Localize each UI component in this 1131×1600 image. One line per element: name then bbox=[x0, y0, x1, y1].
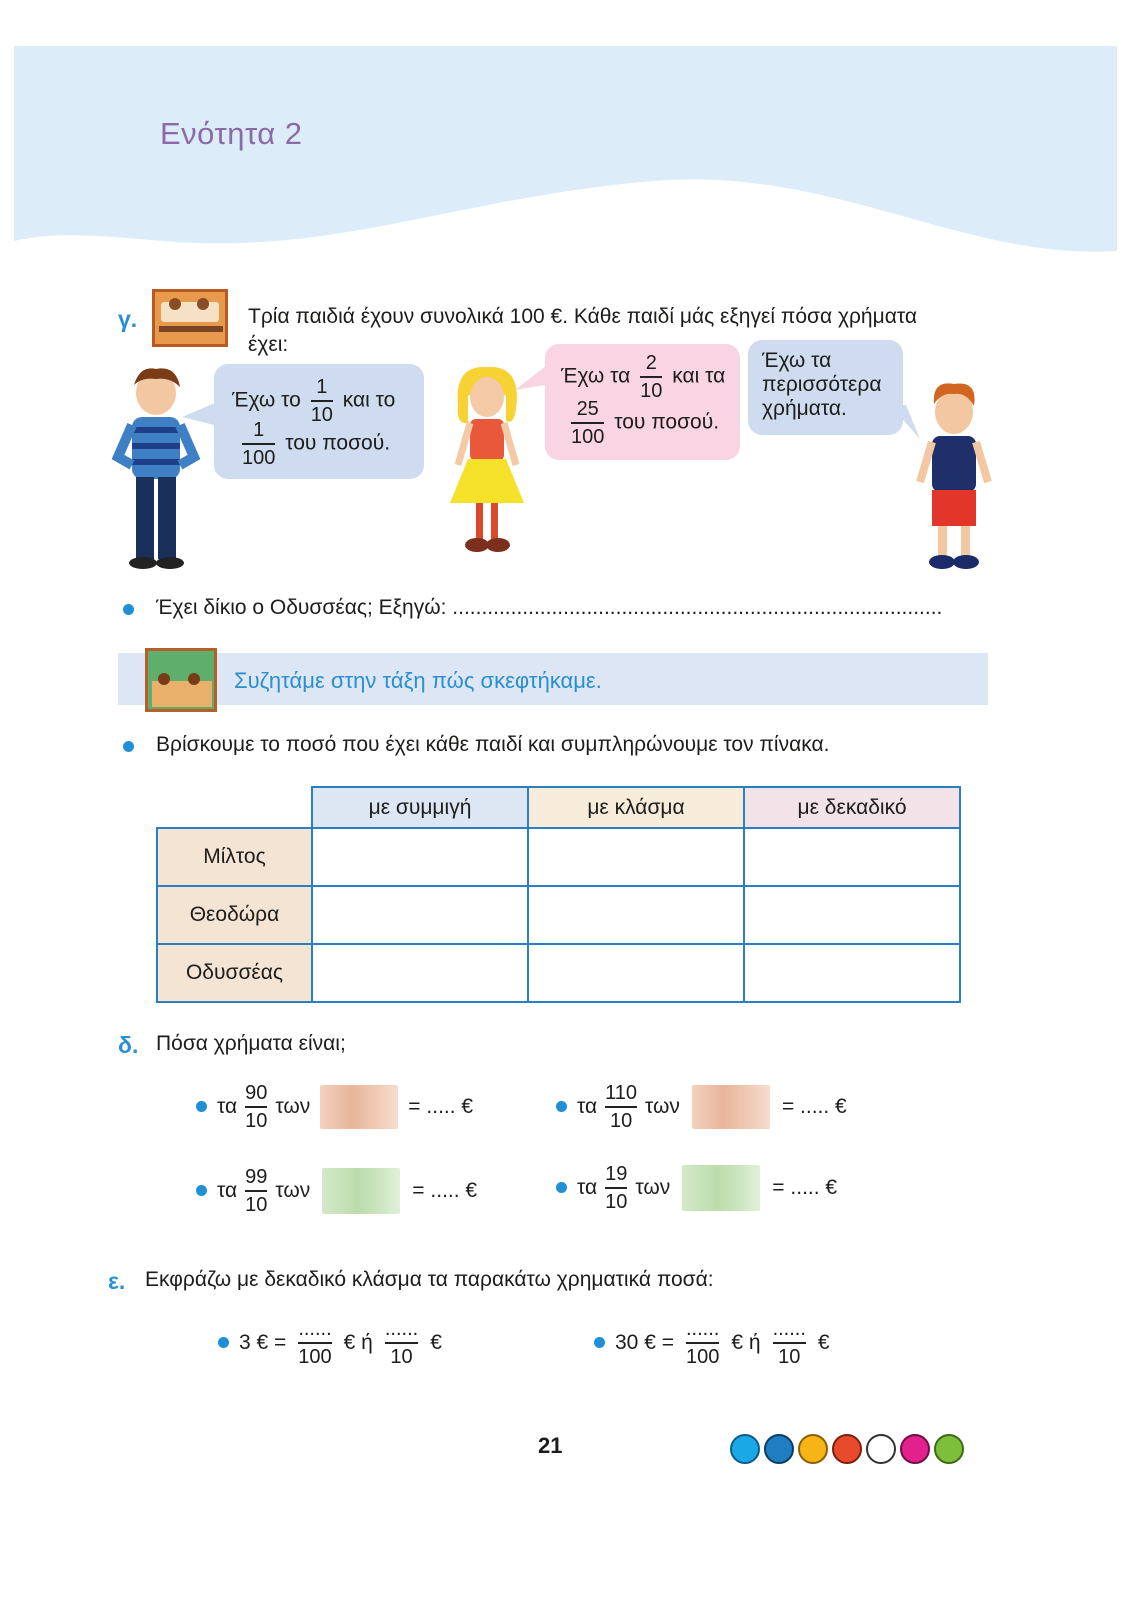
denominator: 10 bbox=[640, 379, 663, 402]
denominator: 100 bbox=[571, 425, 605, 448]
color-dots bbox=[730, 1434, 964, 1464]
connector-text: € ή bbox=[343, 1330, 373, 1354]
row-header: Οδυσσέας bbox=[157, 944, 312, 1002]
numerator-blank[interactable]: ...... bbox=[772, 1318, 806, 1340]
question-odysseas: Έχει δίκιο ο Οδυσσέας; Εξηγώ: .................................................................................... bbox=[156, 596, 943, 619]
theodora-speech-bubble bbox=[545, 344, 740, 460]
bubble-text: του ποσού. bbox=[614, 410, 720, 434]
intro-line-2: έχει: bbox=[248, 333, 289, 356]
euro-sign: € bbox=[430, 1330, 442, 1354]
connector-text: € ή bbox=[731, 1330, 761, 1354]
color-dot bbox=[900, 1434, 930, 1464]
color-dot bbox=[832, 1434, 862, 1464]
column-header: με κλάσμα bbox=[528, 787, 744, 828]
table-cell[interactable] bbox=[744, 828, 960, 886]
numerator: 25 bbox=[576, 398, 599, 420]
numerator-blank[interactable]: ...... bbox=[298, 1318, 332, 1340]
denominator: 10 bbox=[245, 1193, 268, 1216]
money-question bbox=[196, 1082, 473, 1132]
word-ta: τα bbox=[217, 1178, 238, 1202]
bubble-text: Έχω τα bbox=[561, 364, 631, 388]
table-cell[interactable] bbox=[528, 828, 744, 886]
word-ton: των bbox=[275, 1178, 311, 1202]
color-dot bbox=[866, 1434, 896, 1464]
odysseas-figure bbox=[908, 378, 1000, 578]
miltos-speech-bubble bbox=[214, 364, 424, 479]
denominator: 100 bbox=[298, 1345, 332, 1368]
banknote-10-euro-icon bbox=[320, 1085, 398, 1129]
answer-blank: = ..... € bbox=[781, 1094, 847, 1118]
fraction-blank[interactable] bbox=[385, 1318, 418, 1368]
amount-lhs: 3 € = bbox=[239, 1330, 287, 1354]
denominator: 100 bbox=[242, 446, 276, 469]
word-ta: τα bbox=[217, 1094, 238, 1118]
denominator: 10 bbox=[609, 1109, 633, 1132]
money-question bbox=[196, 1166, 477, 1216]
bubble-text: και το bbox=[342, 388, 396, 412]
money-question bbox=[556, 1163, 837, 1213]
table-instruction: Βρίσκουμε το ποσό που έχει κάθε παιδί και συμπληρώνουμε τον πίνακα. bbox=[156, 733, 830, 756]
answer-blank: = ..... € bbox=[408, 1094, 474, 1118]
word-ton: των bbox=[645, 1094, 680, 1118]
amounts-table bbox=[156, 786, 961, 1003]
numerator: 1 bbox=[316, 376, 328, 398]
denominator: 10 bbox=[605, 1190, 628, 1213]
banknote-100-euro-icon bbox=[682, 1165, 760, 1211]
section-letter-d: δ. bbox=[118, 1032, 139, 1058]
fraction bbox=[605, 1163, 627, 1213]
numerator-blank[interactable]: ...... bbox=[686, 1318, 720, 1340]
section-letter-e: ε. bbox=[108, 1268, 126, 1294]
section-d-title: Πόσα χρήματα είναι; bbox=[156, 1032, 346, 1055]
euro-sign: € bbox=[817, 1330, 830, 1354]
numerator: 99 bbox=[245, 1166, 268, 1188]
intro-line-1: Τρία παιδιά έχουν συνολικά 100 €. Κάθε παιδί μάς εξηγεί πόσα χρήματα bbox=[248, 305, 917, 328]
bullet bbox=[556, 1101, 567, 1112]
fraction bbox=[245, 1082, 267, 1132]
bullet bbox=[594, 1337, 605, 1348]
word-ta: τα bbox=[577, 1094, 598, 1118]
denominator: 10 bbox=[245, 1109, 268, 1132]
table-cell[interactable] bbox=[312, 886, 528, 944]
table-cell[interactable] bbox=[528, 886, 744, 944]
money-question bbox=[556, 1082, 847, 1132]
fraction-blank[interactable] bbox=[298, 1318, 331, 1368]
bullet bbox=[556, 1182, 567, 1193]
numerator: 2 bbox=[645, 352, 657, 374]
denominator: 10 bbox=[778, 1345, 801, 1368]
table-cell[interactable] bbox=[312, 944, 528, 1002]
row-header: Μίλτος bbox=[157, 828, 312, 886]
banknote-100-euro-icon bbox=[322, 1168, 400, 1214]
odysseas-speech-bubble bbox=[748, 340, 903, 435]
numerator: 19 bbox=[605, 1163, 628, 1185]
bullet bbox=[123, 741, 134, 752]
word-ton: των bbox=[635, 1175, 671, 1199]
fraction-blank[interactable] bbox=[773, 1318, 806, 1368]
bubble-text: του ποσού. bbox=[285, 431, 391, 455]
color-dot bbox=[730, 1434, 760, 1464]
color-dot bbox=[934, 1434, 964, 1464]
section-letter-g: γ. bbox=[118, 306, 138, 332]
answer-blank: = ..... € bbox=[412, 1178, 478, 1202]
bullet bbox=[123, 604, 134, 615]
header-wave bbox=[14, 46, 1117, 266]
word-ta: τα bbox=[577, 1175, 598, 1199]
fraction bbox=[640, 352, 662, 402]
banknote-10-euro-icon bbox=[692, 1085, 770, 1129]
numerator: 1 bbox=[253, 419, 265, 441]
color-dot bbox=[764, 1434, 794, 1464]
bullet bbox=[196, 1185, 207, 1196]
numerator: 90 bbox=[245, 1082, 268, 1104]
unit-title: Ενότητα 2 bbox=[160, 116, 303, 151]
table-cell[interactable] bbox=[528, 944, 744, 1002]
money-conversion bbox=[218, 1318, 442, 1368]
table-cell[interactable] bbox=[312, 828, 528, 886]
page-number: 21 bbox=[538, 1433, 563, 1458]
group-work-icon bbox=[152, 289, 228, 347]
answer-blank: = ..... € bbox=[772, 1175, 838, 1199]
word-ton: των bbox=[275, 1094, 311, 1118]
bubble-text: Έχω το bbox=[232, 388, 301, 412]
section-e-title: Εκφράζω με δεκαδικό κλάσμα τα παρακάτω χρηματικά ποσά: bbox=[145, 1268, 714, 1291]
bullet bbox=[218, 1337, 229, 1348]
column-header: με συμμιγή bbox=[312, 787, 528, 828]
denominator: 100 bbox=[685, 1345, 720, 1368]
bubble-text: και τα bbox=[672, 364, 726, 388]
bubble-line: περισσότερα bbox=[762, 373, 882, 396]
row-header: Θεοδώρα bbox=[157, 886, 312, 944]
denominator: 10 bbox=[390, 1345, 413, 1368]
fraction bbox=[242, 419, 275, 469]
table-cell[interactable] bbox=[744, 944, 960, 1002]
table-corner bbox=[157, 787, 312, 828]
numerator: 110 bbox=[605, 1082, 638, 1104]
fraction bbox=[571, 398, 604, 448]
fraction bbox=[605, 1082, 637, 1132]
denominator: 10 bbox=[310, 403, 333, 426]
bubble-line: χρήματα. bbox=[762, 397, 847, 420]
amount-lhs: 30 € = bbox=[615, 1330, 674, 1354]
column-header: με δεκαδικό bbox=[744, 787, 960, 828]
table-cell[interactable] bbox=[744, 886, 960, 944]
classroom-icon bbox=[145, 648, 217, 712]
money-conversion bbox=[594, 1318, 830, 1368]
color-dot bbox=[798, 1434, 828, 1464]
fraction bbox=[245, 1166, 267, 1216]
numerator-blank[interactable]: ...... bbox=[384, 1318, 419, 1340]
bubble-line: Έχω τα bbox=[762, 349, 832, 372]
discussion-text: Συζητάμε στην τάξη πώς σκεφτήκαμε. bbox=[234, 668, 602, 693]
fraction-blank[interactable] bbox=[686, 1318, 719, 1368]
bullet bbox=[196, 1101, 207, 1112]
